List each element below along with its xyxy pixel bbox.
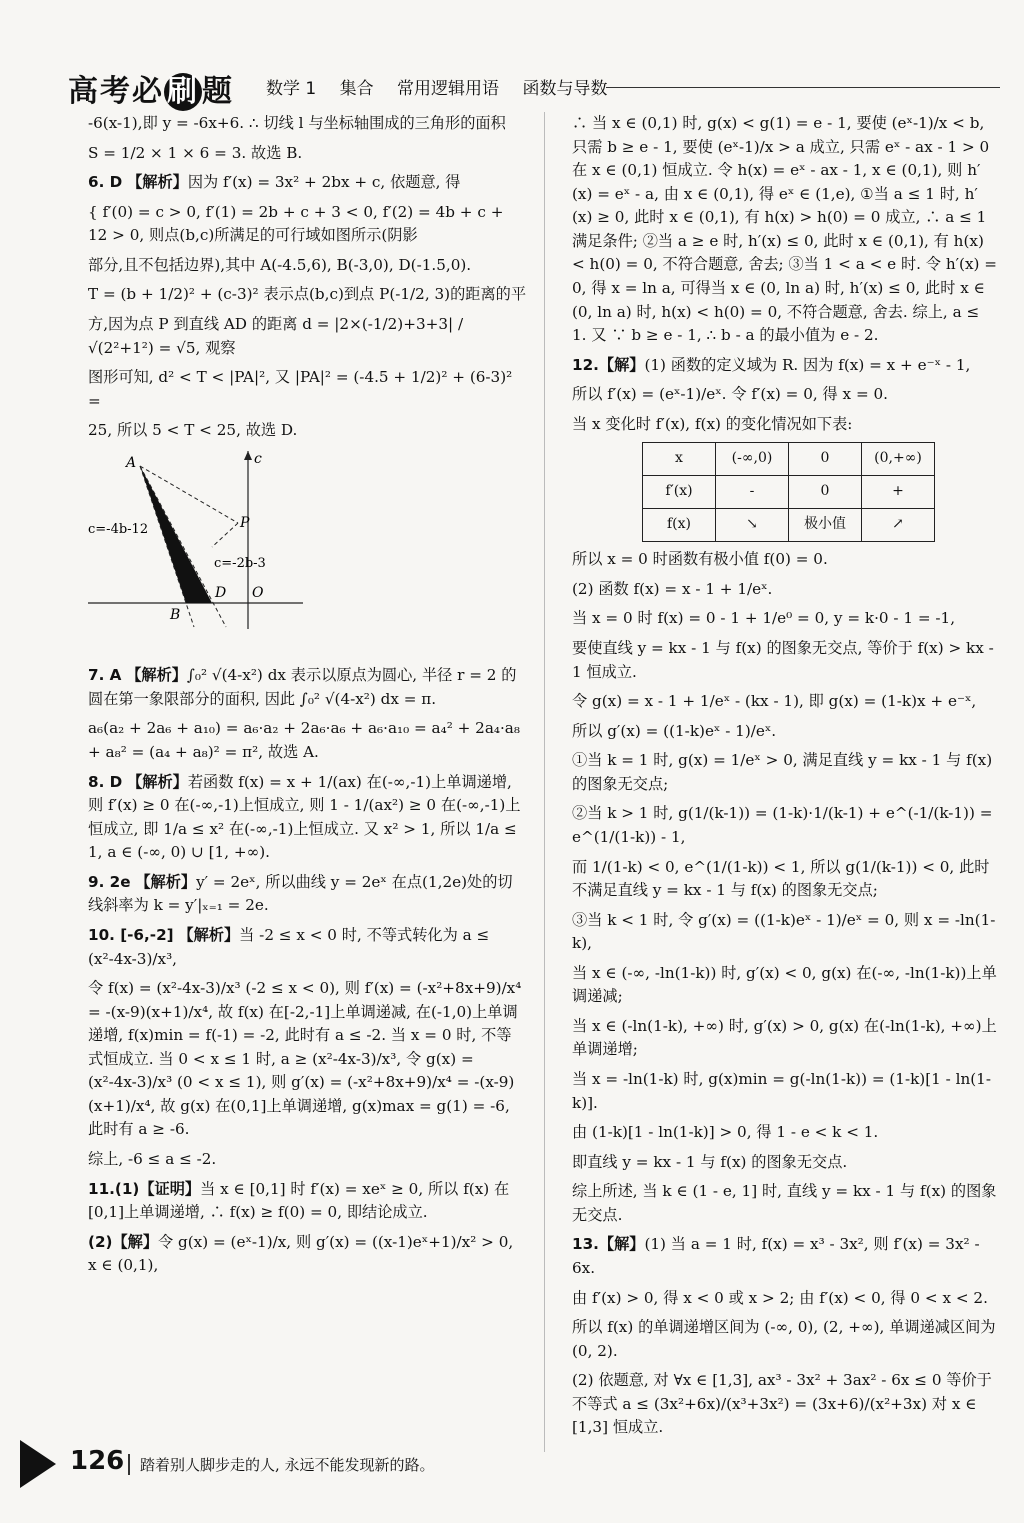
brand-mark: 刷 (164, 73, 202, 111)
point-a-label: A (126, 454, 137, 471)
table-header-row (643, 443, 935, 476)
answer-12: 12.【解】(1) 函数的定义域为 R. 因为 f(x) = x + e⁻ˣ - 1, (572, 355, 971, 374)
table-cell: 0 (789, 443, 862, 476)
subject-sets: 集合 (339, 79, 374, 99)
footer-motto: 踏着别人脚步走的人, 永远不能发现新的路。 (128, 1454, 435, 1475)
answer-6: 6. D 【解析】因为 f′(x) = 3x² + 2bx + c, 依题意, 得 (88, 173, 461, 192)
page-header (60, 66, 1000, 109)
solution-line: ①当 k = 1 时, g(x) = 1/eˣ > 0, 满足直线 y = kx - 1 与 f(x) 的图象无交点; (572, 751, 993, 793)
solution-line: 方,因为点 P 到直线 AD 的距离 d = |2×(-1/2)+3+3| / √(2²+1²) = √5, 观察 (88, 314, 464, 357)
subject-logic: 常用逻辑用语 (397, 79, 500, 99)
brand-logo (68, 66, 234, 111)
left-column (88, 112, 526, 1284)
line-pd (212, 523, 238, 547)
table-row (643, 509, 935, 542)
origin-label: O (252, 584, 264, 601)
table-cell: + (862, 476, 935, 509)
header-rule (606, 87, 1000, 88)
solution-line: 部分,且不包括边界),其中 A(-4.5,6), B(-3,0), D(-1.5,0). (88, 255, 472, 274)
solution-line: 由 (1-k)[1 - ln(1-k)] > 0, 得 1 - e < k < 1. (572, 1123, 879, 1142)
point-d-label: D (215, 584, 227, 601)
header-subjects (266, 74, 625, 99)
solution-line: 即直线 y = kx - 1 与 f(x) 的图象无交点. (572, 1152, 848, 1171)
subject-math: 数学 1 (266, 79, 317, 99)
solution-line: 当 x 变化时 f′(x), f(x) 的变化情况如下表: (572, 414, 853, 433)
solution-line: 由 f′(x) > 0, 得 x < 0 或 x > 2; 由 f′(x) < 0, 得 0 < x < 2. (572, 1288, 988, 1307)
brand-text: 高考必 (68, 74, 164, 109)
variation-table (642, 442, 935, 542)
solution-line: 令 f(x) = (x²-4x-3)/x³ (-2 ≤ x < 0), 则 f′(x) = (-x²+8x+9)/x⁴ = -(x-9)(x+1)/x⁴, 故 f(x) 在[-2,-1]上单调递减, 在(-1,0)上单调递增, f(x)min = f(-1) = -2, 此时有 a ≤ -2. 当 x = 0 时, 不等式恒成立. 当 0 < x ≤ 1 时, a ≥ (x²-4x-3)/x³, 令 g(x) = (x²-4x-3)/x³ (0 < x ≤ 1), 则 g′(x) = (-x²+8x+9)/x⁴ = -(x-9)(x+1)/x⁴, 故 g(x) 在(0,1]上单调递增, g(x)max = g(1) = -6, 此时有 a ≥ -6. (88, 979, 522, 1139)
solution-line: T = (b + 1/2)² + (c-3)² 表示点(b,c)到点 P(-1/2, 3)的距离的平 (88, 285, 527, 304)
answer-11: 11.(1)【证明】当 x ∈ [0,1] 时 f′(x) = xeˣ ≥ 0, 所以 f(x) 在[0,1]上单调递增, ∴ f(x) ≥ f(0) = 0, 即结论成立. (88, 1179, 510, 1222)
solution-line: 要使直线 y = kx - 1 与 f(x) 的图象无交点, 等价于 f(x) > kx - 1 恒成立. (572, 639, 994, 681)
solution-line: 综上, -6 ≤ a ≤ -2. (88, 1150, 217, 1168)
solution-line: ③当 k < 1 时, 令 g′(x) = ((1-k)eˣ - 1)/eˣ = 0, 则 x = -ln(1-k), (572, 910, 996, 953)
line-label-2: c=-2b-3 (214, 555, 266, 571)
table-cell: 极小值 (789, 509, 862, 542)
solution-line: (2)【解】令 g(x) = (eˣ-1)/x, 则 g′(x) = ((x-1)eˣ+1)/x² > 0, x ∈ (0,1), (88, 1232, 514, 1275)
table-cell: - (716, 476, 789, 509)
answer-7: 7. A 【解析】∫₀² √(4-x²) dx 表示以原点为圆心, 半径 r = 2 的圆在第一象限部分的面积, 因此 ∫₀² √(4-x²) dx = π. (88, 666, 517, 708)
subject-functions: 函数与导数 (522, 79, 608, 99)
table-cell: ↘ (716, 509, 789, 542)
point-b-label: B (170, 606, 181, 623)
solution-line: 当 x ∈ (-∞, -ln(1-k)) 时, g′(x) < 0, g(x) 在(-∞, -ln(1-k))上单调递减; (572, 963, 997, 1006)
answer-13: 13.【解】(1) 当 a = 1 时, f(x) = x³ - 3x², 则 f′(x) = 3x² - 6x. (572, 1235, 980, 1277)
feasible-region-svg (88, 451, 328, 651)
table-cell: f(x) (643, 509, 716, 542)
solution-line: 25, 所以 5 < T < 25, 故选 D. (88, 421, 298, 440)
c-axis-arrow (244, 451, 252, 460)
answer-10: 10. [-6,-2] 【解析】当 -2 ≤ x < 0 时, 不等式转化为 a ≤ (x²-4x-3)/x³, (88, 925, 490, 968)
solution-line: 所以 f′(x) = (eˣ-1)/eˣ. 令 f′(x) = 0, 得 x = 0. (572, 385, 888, 404)
solution-line: 令 g(x) = x - 1 + 1/eˣ - (kx - 1), 即 g(x) = (1-k)x + e⁻ˣ, (572, 692, 977, 711)
table-cell: x (643, 443, 716, 476)
table-cell: ↗ (862, 509, 935, 542)
solution-line: a₆(a₂ + 2a₆ + a₁₀) = a₆·a₂ + 2a₆·a₆ + a₆·a₁₀ = a₄² + 2a₄·a₈ + a₈² = (a₄ + a₈)² = π², 故选 A. (88, 719, 520, 761)
point-p-label: P (240, 514, 250, 531)
table-cell: (-∞,0) (716, 443, 789, 476)
column-divider (544, 112, 545, 1452)
answer-9: 9. 2e 【解析】y′ = 2eˣ, 所以曲线 y = 2eˣ 在点(1,2e)处的切线斜率为 k = y′|ₓ₌₁ = 2e. (88, 872, 513, 915)
table-cell: (0,+∞) (862, 443, 935, 476)
solution-line: 综上所述, 当 k ∈ (1 - e, 1] 时, 直线 y = kx - 1 与 f(x) 的图象无交点. (572, 1182, 997, 1224)
table-cell: f′(x) (643, 476, 716, 509)
arrow-icon (20, 1440, 56, 1488)
solution-line: 所以 g′(x) = ((1-k)eˣ - 1)/eˣ. (572, 721, 777, 740)
solution-line: (2) 函数 f(x) = x - 1 + 1/eˣ. (572, 579, 773, 598)
page-number: 126 (70, 1446, 125, 1476)
feasible-region-figure (88, 451, 526, 659)
solution-line: -6(x-1),即 y = -6x+6. ∴ 切线 l 与坐标轴围成的三角形的面积 (88, 114, 506, 132)
solution-line: 当 x = -ln(1-k) 时, g(x)min = g(-ln(1-k)) = (1-k)[1 - ln(1-k)]. (572, 1070, 991, 1112)
solution-line: S = 1/2 × 1 × 6 = 3. 故选 B. (88, 143, 303, 162)
solution-line: 当 x = 0 时 f(x) = 0 - 1 + 1/e⁰ = 0, y = k·0 - 1 = -1, (572, 609, 956, 628)
answer-8: 8. D 【解析】若函数 f(x) = x + 1/(ax) 在(-∞,-1)上单调递增, 则 f′(x) ≥ 0 在(-∞,-1)上恒成立, 则 1 - 1/(ax²) ≥ 0 在(-∞,-1)上恒成立, 即 1/a ≤ x² 在(-∞,-1)上恒成立. 又 x² > 1, 所以 1/a ≤ 1, a ∈ (-∞, 0) ∪ [1, +∞). (88, 772, 521, 862)
solution-line: 当 x ∈ (-ln(1-k), +∞) 时, g′(x) > 0, g(x) 在(-ln(1-k), +∞)上单调递增; (572, 1016, 997, 1059)
c-axis-label: c (254, 450, 262, 467)
right-column (572, 112, 998, 1446)
page-footer (20, 1440, 620, 1488)
brand-tail: 题 (202, 74, 234, 109)
table-row (643, 476, 935, 509)
table-cell: 0 (789, 476, 862, 509)
line-label-1: c=-4b-12 (88, 521, 149, 537)
solution-line: (2) 依题意, 对 ∀x ∈ [1,3], ax³ - 3x² + 3ax² - 6x ≤ 0 等价于不等式 a ≤ (3x²+6x)/(x³+3x²) = (3x+6)/(x²+3x) 对 x ∈ [1,3] 恒成立. (572, 1371, 992, 1437)
solution-line: 而 1/(1-k) < 0, e^(1/(1-k)) < 1, 所以 g(1/(k-1)) < 0, 此时不满足直线 y = kx - 1 与 f(x) 的图象无交点; (572, 857, 990, 900)
solution-line: ∴ 当 x ∈ (0,1) 时, g(x) < g(1) = e - 1, 要使 (eˣ-1)/x < b, 只需 b ≥ e - 1, 要使 (eˣ-1)/x > a 成立, 只需 eˣ - ax - 1 > 0 在 x ∈ (0,1) 恒成立. 令 h(x) = eˣ - ax - 1, x ∈ (0,1), 则 h′(x) = eˣ - a, 由 x ∈ (0,1), 得 eˣ ∈ (1,e), ①当 a ≤ 1 时, h′(x) ≥ 0, 此时 x ∈ (0,1), 有 h(x) > h(0) = 0 成立, ∴ a ≤ 1 满足条件; ②当 a ≥ e 时, h′(x) ≤ 0, 此时 x ∈ (0,1), 有 h(x) < h(0) = 0, 不符合题意, 舍去; ③当 1 < a < e 时. 令 h′(x) = 0, 得 x = ln a, 可得当 x ∈ (0, ln a) 时, h′(x) ≤ 0, 此时 x ∈ (0, ln a) 时, h(x) < h(0) = 0, 不符合题意, 舍去. 综上, a ≤ 1. 又 ∵ b ≥ e - 1, ∴ b - a 的最小值为 e - 2. (572, 114, 998, 345)
solution-line: 图形可知, d² < T < |PA|², 又 |PA|² = (-4.5 + 1/2)² + (6-3)² = (88, 368, 513, 410)
solution-line: { f′(0) = c > 0, f′(1) = 2b + c + 3 < 0, f′(2) = 4b + c + 12 > 0, 则点(b,c)所满足的可行域如图所示(阴影 (88, 202, 504, 245)
solution-line: 所以 f(x) 的单调递增区间为 (-∞, 0), (2, +∞), 单调递减区间为 (0, 2). (572, 1318, 996, 1360)
solution-line: 所以 x = 0 时函数有极小值 f(0) = 0. (572, 550, 828, 569)
solution-line: ②当 k > 1 时, g(1/(k-1)) = (1-k)·1/(k-1) + e^(-1/(k-1)) = e^(1/(1-k)) - 1, (572, 804, 993, 846)
